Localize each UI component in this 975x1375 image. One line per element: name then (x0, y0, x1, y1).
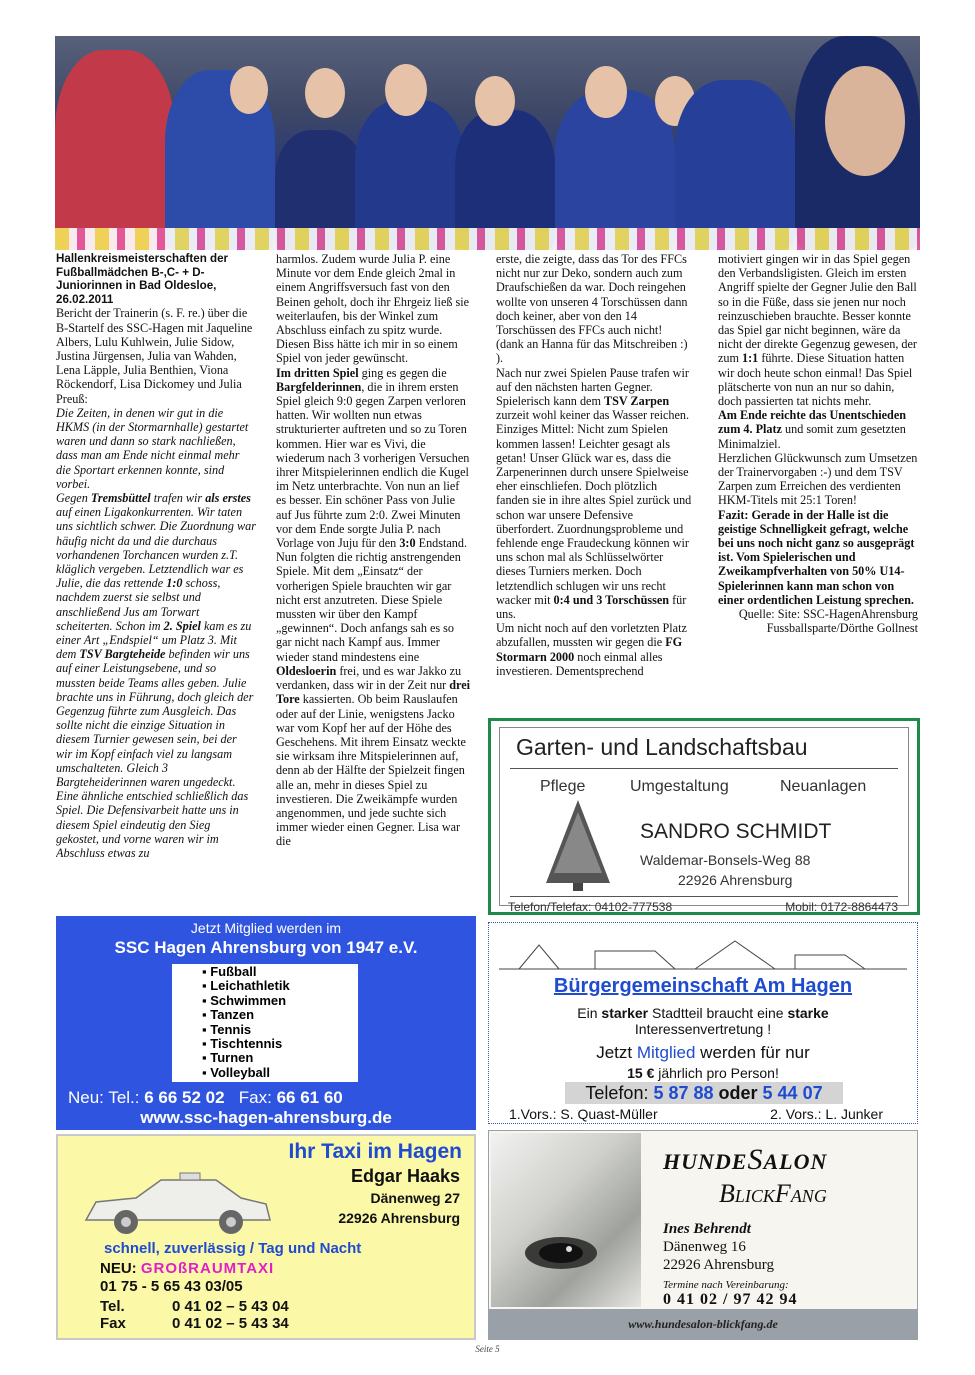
ad-tel: 0 41 02 – 5 43 04 (172, 1298, 289, 1315)
ad-owner-name: SANDRO SCHMIDT (640, 820, 832, 843)
sport-item: ▪ Volleyball (202, 1064, 270, 1080)
taxi-car-icon (76, 1170, 276, 1240)
photo-face (305, 68, 345, 118)
ad-fax-label: Fax (100, 1315, 126, 1332)
article-paragraph: Nach nur zwei Spielen Pause trafen wir auf den nächsten harten Gegner. Spielerisch kann dem TSV Zarpen zurzeit wohl keiner das Wasser reichen. Einziges Mittel: Nicht zum Spielen kommen lassen! Leichter gesagt als getan! Unser Glück war es, dass die Zarpenerinnen durch unsere Spielweise eher einschliefen. Doch plötzlich fanden sie in ihre altes Spiel zurück und schon war unsere Defensive überfordert. Zuordnungsprobleme und fehlende enge Fraudeckung können wir uns schon mal als Schlüsselwörter dieses Turniers merken. Doch letztendlich schlugen wir uns recht wacker mit 0:4 und 3 Torschüssen für uns. (496, 365, 692, 622)
ad-phone: Telefon/Telefax: 04102-777538 (508, 900, 673, 914)
sport-item: ▪ Schwimmen (202, 992, 287, 1008)
sport-item: ▪ Turnen (202, 1050, 254, 1066)
ad-phone-box: Telefon: 5 87 88 oder 5 44 07 (565, 1082, 843, 1104)
ad-owner-name: Edgar Haaks (350, 1166, 460, 1186)
ad-line: NEU: GROßRAUMTAXI (100, 1260, 275, 1277)
article-headline: Hallenkreismeisterschaften der Fußballmädchen B-,C- + D-Juniorinnen in Bad Oldesloe, 26.02.2011 (56, 252, 229, 306)
dog-photo (491, 1133, 641, 1307)
dog-eye-icon (491, 1133, 641, 1307)
article-column-2 (276, 252, 472, 912)
article-paragraph: erste, die zeigte, dass das Tor des FFCs nicht nur zur Deko, sondern auch zum Draufschießen da war. Doch reingehen wollte von unseren 4 Torschüssen dann doch keiner, aber von den 14 Torschüssen des FFCs auch nicht! (dank an Hanna für das Mitschreiben :) ). (496, 252, 688, 366)
website-bar (489, 1309, 917, 1339)
article-paragraph: motiviert gingen wir in das Spiel gegen den Verbandsligisten. Gleich im ersten Angriff spielte der Gegner Julie den Ball so in die Füße, dass sie jenen nur noch reinzuschieben brauchte. Besser konnte das Spiel gar nicht beginnen, wäre da nicht der direkte Gegenzug gewesen, der zum 1:1 führte. Diese Situation hatten wir doch heute schon einmal! Das Spiel plätscherte von nun an nur so dahin, doch passierten tat nichts mehr. (718, 252, 917, 409)
tree-icon (538, 798, 618, 893)
ad-contact: Neu: Tel.: 6 66 52 02 Fax: 66 61 60 (68, 1088, 343, 1107)
ad-club-name: SSC Hagen Ahrensburg von 1947 e.V. (114, 938, 418, 957)
ad-taxi-haaks (56, 1134, 476, 1340)
easter-chick-border (55, 228, 920, 250)
sport-item: ▪ Tischtennis (202, 1036, 283, 1052)
photo-face (475, 76, 515, 126)
article-source: Quelle: Site: SSC-HagenAhrensburg (738, 607, 918, 622)
article-paragraph: Die Zeiten, in denen wir gut in die HKMS (in der Stormarnhalle) gestartet waren und dann so stark nachließen, dass man am Ende nicht einmal mehr die Sportart erkennen konnte, sind vorbei. (56, 405, 249, 491)
article-column-1 (56, 252, 256, 912)
ad-chair-2: 2. Vors.: L. Junker (770, 1106, 883, 1122)
article-paragraph: Herzlichen Glückwunsch zum Umsetzen der Trainervorgaben :-) und dem TSV Zarpen zum Erreichen des verdienten HKM-Titels mit 25:1 Toren! (718, 450, 918, 508)
ad-line: Ein starker Stadtteil braucht eine starke (577, 1005, 829, 1021)
article-paragraph: Um nicht noch auf den vorletzten Platz abzufallen, mussten wir gegen die FG Stormarn 2000 noch einmal alles investieren. Dementsprechend (496, 621, 687, 678)
ad-chair-1: 1.Vors.: S. Quast-Müller (509, 1106, 658, 1122)
page-number: Seite 5 (475, 1344, 500, 1354)
sport-item: ▪ Tanzen (202, 1007, 255, 1023)
team-photo (55, 36, 920, 250)
ad-mobile: Mobil: 0172-8864473 (785, 900, 898, 914)
ad-fax: 0 41 02 – 5 43 34 (172, 1315, 289, 1332)
ad-garten-landschaftsbau (488, 718, 920, 915)
sport-item: ▪ Fußball (202, 964, 257, 979)
sports-list (172, 964, 358, 1082)
photo-face (585, 66, 627, 118)
ad-hundesalon (488, 1130, 918, 1340)
photo-person (675, 80, 795, 250)
article-paragraph: harmlos. Zudem wurde Julia P. eine Minute vor dem Ende gleich 2mal in einem Angriffsversuch fast von den Beinen geholt, doch ihr Ehrgeiz ließ sie weiterlaufen, bis der Winkel zum Abschluss einfach zu spitz wurde. Diesen Biss hätte ich mir in so einem Spiel von jeder gewünscht. (276, 252, 470, 366)
divider (510, 896, 898, 897)
article-column-4 (718, 252, 918, 712)
ad-ssc-hagen (56, 916, 476, 1130)
photo-face (385, 64, 427, 116)
ad-mobile: 01 75 - 5 65 43 03/05 (100, 1278, 243, 1295)
ad-owner-name: Ines Behrendt (663, 1221, 751, 1237)
ad-street: Dänenweg 16 (663, 1239, 746, 1255)
sport-item: ▪ Tennis (202, 1021, 252, 1037)
article-paragraph: Im dritten Spiel ging es gegen die Bargfelderinnen, die in ihrem ersten Spiel gleich 9:0 gegen Zarpen verloren hatten. Wir wollten nun etwas strukturierter auftreten und so zu Toren kommen. Hier war es Vivi, die wiederum nach 3 vorherigen Versuchen ihrer Mitspielerinnen endlich die Kugel im Netz unterbrachte. Von nun an lief es besser. Ein schöner Pass von Julie auf Jus führte zum 2:0. Zwei Minuten vor dem Ende sorgte Julia P. nach Vorlage von Juju für den 3:0 Endstand. Nun folgten die richtig anstrengenden Spiele. Mit dem „Einsatz“ der vorherigen Spiele brauchten wir gar nicht erst anzutreten. Diese Spiele mussten wir über den Kampf „gewinnen“. Doch anfangs sah es so gar nicht nach Kampf aus. Immer wieder stand mindestens eine Oldesloerin frei, und es war Jakko zu verdanken, dass wir in der Zeit nur drei Tore kassierten. Ob beim Rauslaufen oder auf der Linie, wenigstens Jacko war vom Kopf her auf der Höhe des Geschehens. Mit ihrem Einsatz weckte sie wirksam ihre Mitspielerinnen auf, denn ab der Hälfte der Spielzeit fingen alle an, mehr in dieses Spiel zu investieren. Die Zweikämpfe wurden angenommen, und jede suchte sich immer wieder einen Gegner. Lisa war die (276, 365, 471, 849)
ad-city: 22926 Ahrensburg (338, 1210, 460, 1226)
ad-buergergemeinschaft (488, 922, 918, 1124)
ad-website[interactable]: www.ssc-hagen-ahrensburg.de (140, 1108, 392, 1127)
article-conclusion: Fazit: Gerade in der Halle ist die geistige Schnelligkeit gefragt, welche bei uns noch nicht ganz so ausgeprägt ist. Vom Spielerischen und Zweikampfverhalten von 50% U14-Spielerinnen kann man schon von einer ordentlichen Leistung sprechen. (718, 507, 915, 607)
ad-city: 22926 Ahrensburg (663, 1257, 774, 1273)
service-neuanlagen: Neuanlagen (780, 778, 867, 795)
salon-logo-line2: BLICKFANG (719, 1179, 827, 1208)
ad-note: Termine nach Vereinbarung: (663, 1279, 789, 1291)
ad-line: Jetzt Mitglied werden im (190, 920, 342, 936)
photo-face (825, 66, 905, 176)
ad-city: 22926 Ahrensburg (678, 872, 793, 888)
ad-street: Dänenweg 27 (370, 1190, 460, 1206)
service-umgestaltung: Umgestaltung (630, 778, 729, 795)
salon-logo-line1: HUNDESALON (663, 1143, 828, 1176)
article-intro: Bericht der Trainerin (s. F. re.) über die B-Startelf des SSC-Hagen mit Jaqueline Albers, Lulu Kuhlwein, Julie Sidow, Justina Jürgensen, Julia van Wahden, Lena Läpple, Julia Benthien, Viona Röckendorf, Lisa Dickomey und Julia Preuß: (56, 306, 253, 406)
ad-line: Jetzt Mitglied werden für nur (596, 1043, 810, 1062)
service-pflege: Pflege (540, 778, 586, 795)
ad-line: 15 € jährlich pro Person! (627, 1065, 779, 1081)
photo-face (230, 66, 268, 114)
article-paragraph: Gegen Tremsbüttel trafen wir als erstes auf einen Ligakonkurrenten. Wir taten uns sichtlich schwer. Die Zuordnung war häufig nicht da und die durchaus vorhandenen Torchancen wurden z.T. kläglich vergeben. Letztendlich war es Julie, die das rettende 1:0 schoss, nachdem zuerst sie selbst und anschließend Jus am Torwart scheiterten. Schon im 2. Spiel kam es zu einer Art „Endspiel“ um Platz 3. Mit dem TSV Bargteheide befinden wir uns auf einer Leistungsebene, und so mussten beide Teams alles geben. Julie brachte uns in Führung, doch gleich der Gegenzug führte zum Ausgleich. Das sollte nicht die einzige Situation in diesem Turnier gewesen sein, bei der wir im Kopf einfach viel zu langsam umschalteten. Gleich 3 Bargteheiderinnen waren ungedeckt. Eine ähnliche entschied schließlich das Spiel. Die Defensivarbeit hatte uns in diesem Spiel eindeutig den Sieg gekostet, und vorne waren wir im Abschluss etwas zu (56, 491, 256, 861)
ad-title: Bürgergemeinschaft Am Hagen (553, 975, 853, 997)
ad-line: Interessenvertretung ! (634, 1021, 772, 1037)
photo-person (55, 50, 175, 250)
ad-slogan: schnell, zuverlässig / Tag und Nacht (104, 1240, 362, 1257)
ad-phone: 0 41 02 / 97 42 94 (663, 1291, 798, 1308)
sport-item: ▪ Leichathletik (202, 978, 290, 994)
ad-title: Ihr Taxi im Hagen (288, 1140, 462, 1163)
houses-icon (495, 929, 911, 973)
ad-website[interactable]: www.hundesalon-blickfang.de (628, 1317, 778, 1331)
ad-street: Waldemar-Bonsels-Weg 88 (640, 852, 811, 868)
article-column-3 (496, 252, 692, 712)
divider (510, 768, 898, 769)
ad-tel-label: Tel. (100, 1298, 125, 1315)
ad-title: Garten- und Landschaftsbau (516, 734, 808, 760)
article-paragraph: Am Ende reichte das Unentschieden zum 4. Platz und somit zum gesetzten Minimalziel. (718, 408, 907, 451)
article-source: Fussballsparte/Dörthe Gollnest (766, 621, 918, 636)
